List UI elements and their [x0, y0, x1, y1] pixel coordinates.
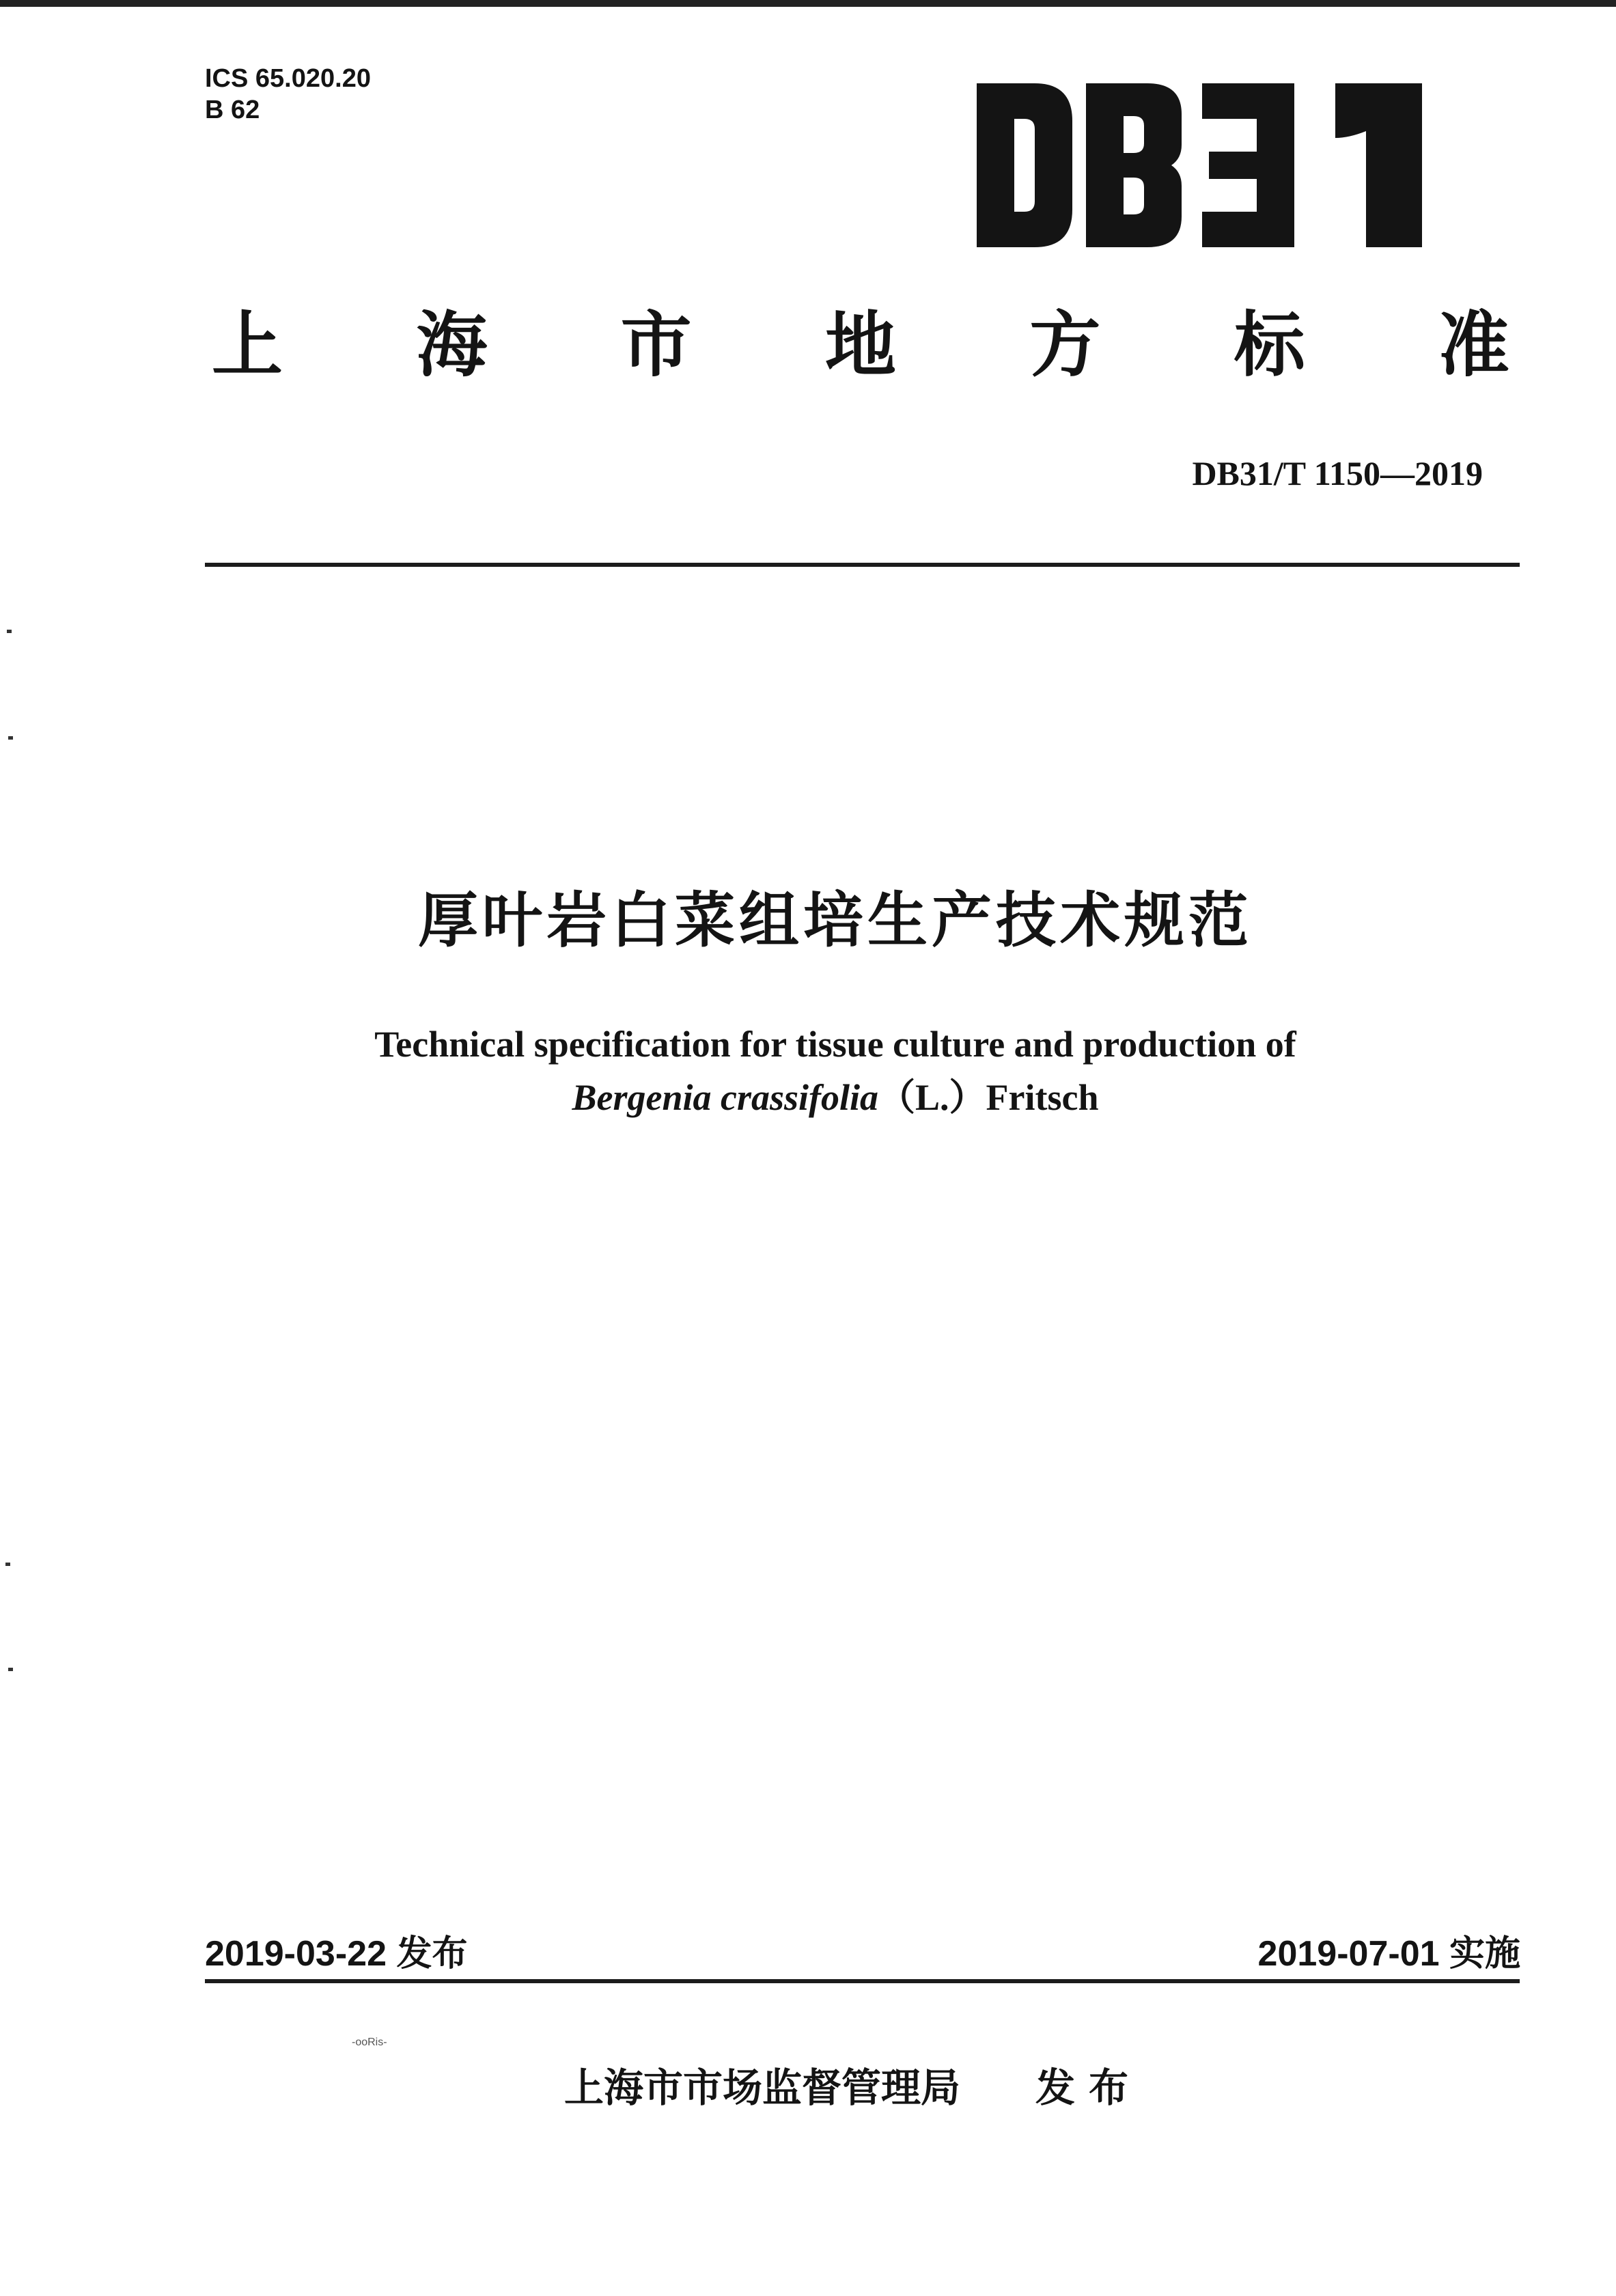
issue-action: 发布 [1035, 2064, 1143, 2111]
publish-date: 2019-03-22 发布 [205, 1934, 468, 1974]
category-char: 市 [620, 303, 692, 387]
ics-code: ICS 65.020.20 [205, 64, 371, 93]
implement-date: 2019-07-01 实施 [1257, 1934, 1520, 1974]
scan-mark [8, 736, 13, 740]
db31-logo-graphic [977, 83, 1422, 247]
ccs-code: B 62 [205, 96, 260, 124]
bottom-divider [205, 1979, 1520, 1983]
category-char: 方 [1029, 303, 1101, 387]
scan-mark [7, 630, 12, 633]
scan-mark [5, 1563, 10, 1566]
document-title-english [0, 1018, 1616, 1124]
scan-mark [8, 1668, 13, 1671]
document-title-chinese: 厚叶岩白菜组培生产技术规范 [417, 885, 1253, 955]
top-divider [205, 563, 1520, 567]
category-char: 地 [824, 303, 896, 387]
category-char: 准 [1438, 303, 1509, 387]
category-char: 海 [416, 303, 488, 387]
english-title-line1: Technical specification for tissue culture and production of [374, 1024, 1296, 1065]
top-scan-border [0, 0, 1616, 7]
english-title-line2 [55, 1071, 1616, 1124]
category-char: 标 [1234, 303, 1305, 387]
species-name: Bergenia crassifolia [572, 1077, 879, 1118]
db31-logo [977, 83, 1422, 247]
issuing-authority [564, 2056, 1142, 2113]
standard-number: DB31/T 1150—2019 [1192, 454, 1483, 492]
species-author: （L.）Fritsch [878, 1077, 1099, 1118]
standard-category [212, 300, 1509, 389]
issuer-name: 上海市市场监督管理局 [564, 2064, 961, 2111]
category-char: 上 [212, 303, 283, 387]
classification-codes [205, 63, 371, 126]
scan-smudge: -ooRis- [352, 2036, 387, 2048]
